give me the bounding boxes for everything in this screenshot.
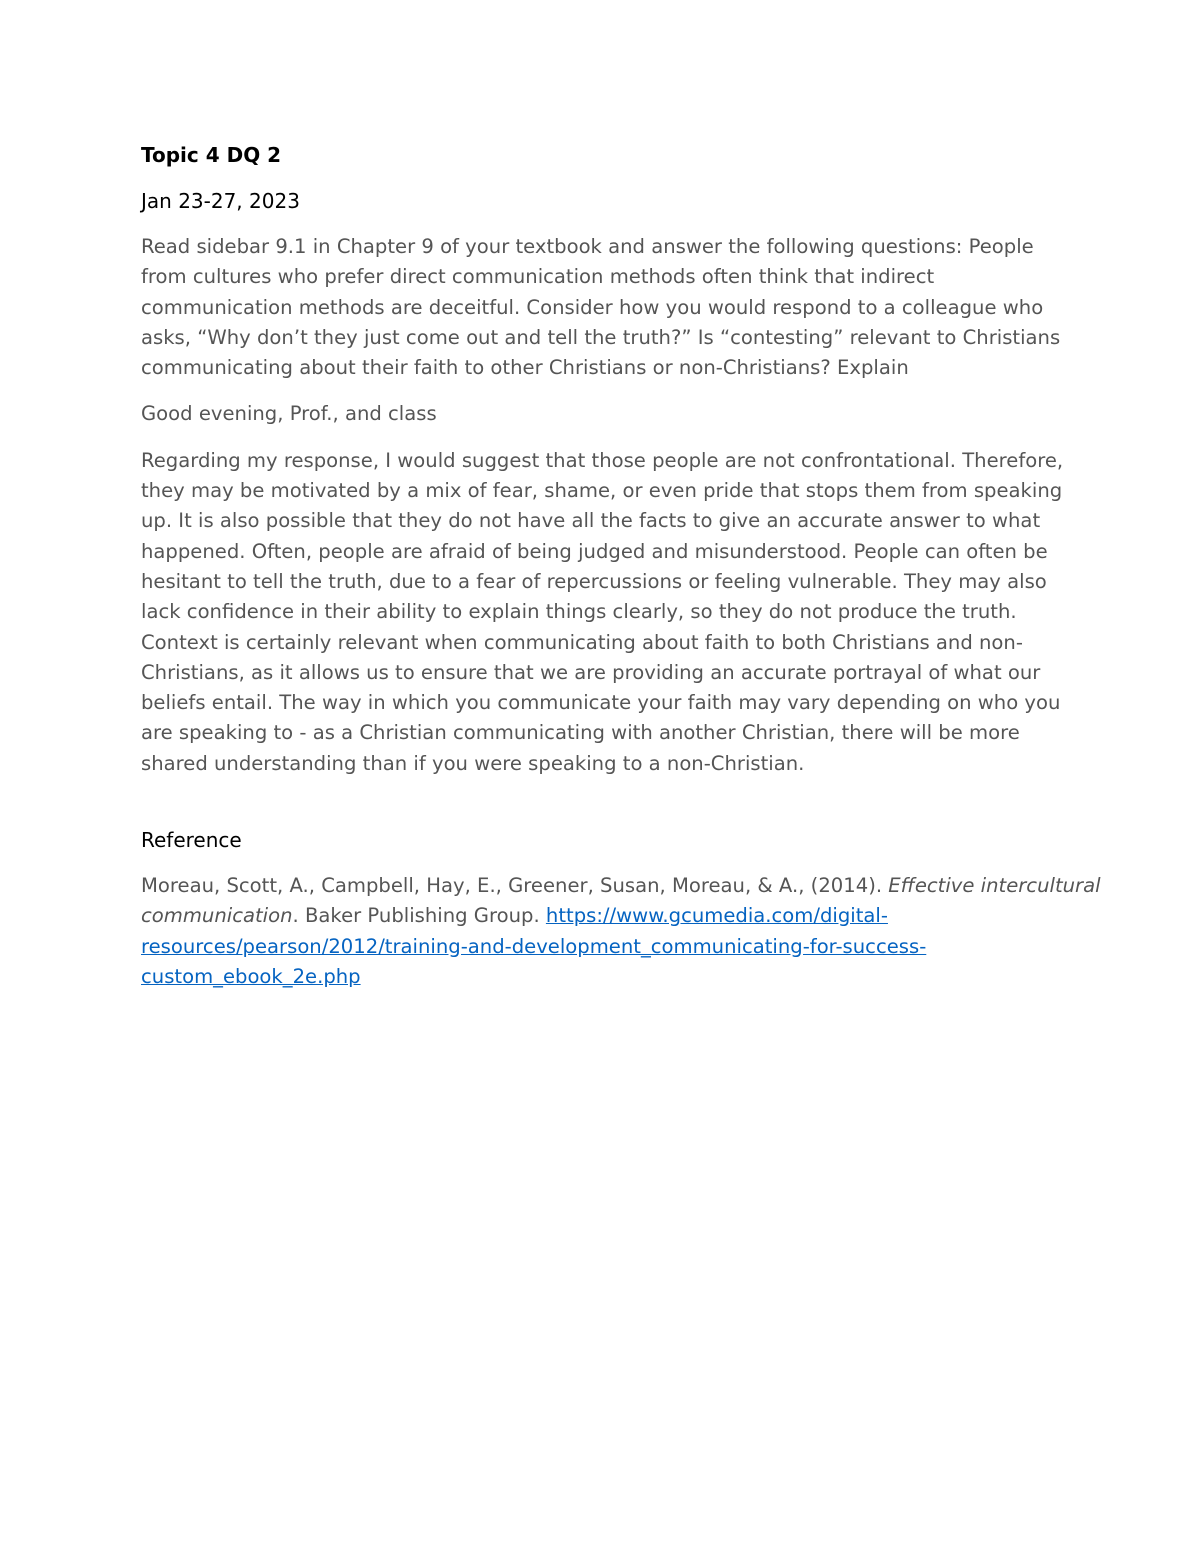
document-content	[141, 140, 1101, 992]
response-line: hesitant to tell the truth, due to a fear of repercussions or feeling vulnerable. They may also	[141, 569, 1047, 593]
response-line: up. It is also possible that they do not have all the facts to give an accurate answer to what	[141, 509, 1041, 533]
response-line: are speaking to - as a Christian communicating with another Christian, there will be more	[141, 721, 1020, 745]
citation-title-cont: communication	[141, 904, 293, 928]
response-line: happened. Often, people are afraid of being judged and misunderstood. People can often be	[141, 539, 1048, 563]
reference-heading: Reference	[141, 828, 242, 853]
prompt-line: communicating about their faith to other Christians or non-Christians? Explain	[141, 356, 909, 380]
response-line: Regarding my response, I would suggest that those people are not confrontational. Therefore,	[141, 448, 1064, 472]
response-line: beliefs entail. The way in which you communicate your faith may vary depending on who you	[141, 691, 1061, 715]
prompt-line: communication methods are deceitful. Consider how you would respond to a colleague who	[141, 295, 1044, 319]
response-line: they may be motivated by a mix of fear, shame, or even pride that stops them from speaking	[141, 479, 1063, 503]
citation-publisher: . Baker Publishing Group.	[292, 904, 546, 928]
greeting	[141, 399, 1061, 429]
prompt-line: Read sidebar 9.1 in Chapter 9 of your textbook and answer the following questions: People	[141, 235, 1034, 258]
document-date: Jan 23-27, 2023	[141, 189, 300, 213]
prompt-line: asks, “Why don’t they just come out and tell the truth?” Is “contesting” relevant to Christians	[141, 325, 1061, 349]
citation-line-2	[141, 901, 1061, 931]
response-line: Christians, as it allows us to ensure that we are providing an accurate portrayal of what our	[141, 660, 1041, 684]
prompt-line: from cultures who prefer direct communication methods often think that indirect	[141, 265, 935, 289]
response-line: lack confidence in their ability to explain things clearly, so they do not produce the truth.	[141, 600, 1017, 624]
citation-link[interactable]: custom_ebook_2e.php	[141, 964, 361, 988]
citation-line-4	[141, 962, 1061, 992]
citation-line-3	[141, 932, 1061, 962]
reference-citation	[141, 871, 1101, 992]
response-paragraph	[141, 446, 1064, 779]
citation-link[interactable]: resources/pearson/2012/training-and-development_communicating-for-success-	[141, 934, 927, 958]
response-line: shared understanding than if you were speaking to a non-Christian.	[141, 751, 805, 775]
citation-title: Effective intercultural	[888, 874, 1101, 898]
citation-link[interactable]: https://www.gcumedia.com/digital-	[545, 904, 888, 928]
response-line: Context is certainly relevant when communicating about faith to both Christians and non-	[141, 630, 1023, 654]
discussion-prompt	[141, 232, 1061, 383]
document-title: Topic 4 DQ 2	[141, 143, 282, 167]
greeting-line: Good evening, Prof., and class	[141, 402, 437, 426]
citation-authors: Moreau, Scott, A., Campbell, Hay, E., Greener, Susan, Moreau, & A., (2014).	[141, 874, 889, 898]
citation-line-1	[141, 871, 1101, 901]
